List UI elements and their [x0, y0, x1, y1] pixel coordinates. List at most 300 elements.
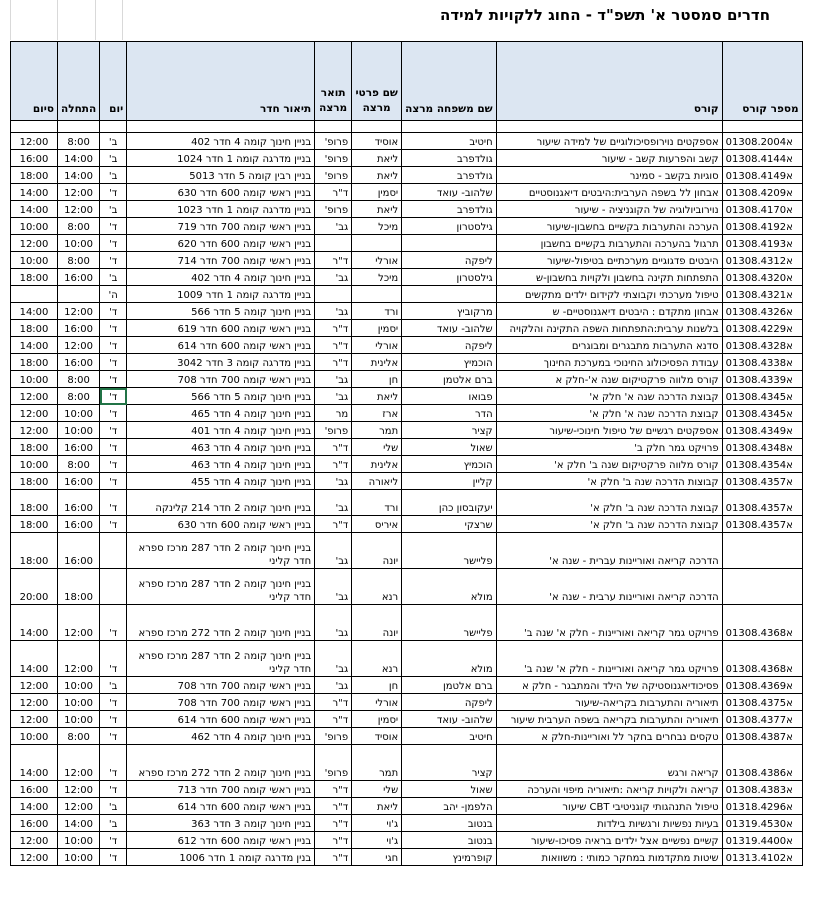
lecturer-first-name-cell[interactable]: ליאת: [352, 798, 402, 815]
end-time-cell[interactable]: 12:00: [11, 388, 58, 405]
day-cell[interactable]: ד': [100, 745, 127, 781]
lecturer-degree-cell[interactable]: [315, 286, 352, 303]
lecturer-last-name-cell[interactable]: גולדפרב: [402, 201, 496, 218]
start-time-cell[interactable]: [58, 286, 100, 303]
lecturer-first-name-cell[interactable]: רנא: [352, 569, 402, 605]
room-cell[interactable]: בניין ראשי קומה 700 חדר 708: [127, 371, 315, 388]
end-time-cell[interactable]: 14:00: [11, 201, 58, 218]
lecturer-last-name-cell[interactable]: גילסטרון: [402, 269, 496, 286]
start-time-cell[interactable]: 12:00: [58, 201, 100, 218]
day-cell[interactable]: ד': [100, 490, 127, 516]
day-cell[interactable]: ב': [100, 815, 127, 832]
start-time-cell[interactable]: 14:00: [58, 167, 100, 184]
lecturer-first-name-cell[interactable]: חן: [352, 677, 402, 694]
course-name-cell[interactable]: בלשנות ערבית:התפתחות השפה התקינה והלקויה: [496, 320, 722, 337]
lecturer-last-name-cell[interactable]: בנטוב: [402, 832, 496, 849]
lecturer-last-name-cell[interactable]: ברם אלטמן: [402, 677, 496, 694]
header-last-name[interactable]: שם משפחה מרצה: [402, 42, 496, 121]
start-time-cell[interactable]: 10:00: [58, 422, 100, 439]
lecturer-last-name-cell[interactable]: קופרמינץ: [402, 849, 496, 866]
course-name-cell[interactable]: קריאה ולקויות קריאה :תיאוריה מיפוי והערכה: [496, 781, 722, 798]
cell[interactable]: [722, 121, 802, 133]
lecturer-degree-cell[interactable]: ד"ר: [315, 516, 352, 533]
room-cell[interactable]: בניין ראשי קומה 600 חדר 620: [127, 235, 315, 252]
room-cell[interactable]: בניין חינוך קומה 3 חדר 363: [127, 815, 315, 832]
course-number-cell[interactable]: 01א308.4357: [722, 516, 802, 533]
day-cell[interactable]: ב': [100, 269, 127, 286]
cell[interactable]: [127, 121, 315, 133]
day-cell[interactable]: ד': [100, 371, 127, 388]
course-name-cell[interactable]: קריאה ורגש: [496, 745, 722, 781]
end-time-cell[interactable]: 18:00: [11, 320, 58, 337]
day-cell[interactable]: ד': [100, 694, 127, 711]
start-time-cell[interactable]: 16:00: [58, 490, 100, 516]
end-time-cell[interactable]: 18:00: [11, 516, 58, 533]
room-cell[interactable]: בניין חינוך קומה 4 חדר 455: [127, 473, 315, 490]
end-time-cell[interactable]: 16:00: [11, 781, 58, 798]
lecturer-first-name-cell[interactable]: יונה: [352, 605, 402, 641]
header-start[interactable]: התחלה: [58, 42, 100, 121]
lecturer-degree-cell[interactable]: ד"ר: [315, 354, 352, 371]
end-time-cell[interactable]: 18:00: [11, 354, 58, 371]
lecturer-degree-cell[interactable]: גב': [315, 371, 352, 388]
start-time-cell[interactable]: 16:00: [58, 354, 100, 371]
end-time-cell[interactable]: 16:00: [11, 150, 58, 167]
room-cell[interactable]: בניין מדרגה קומה 1 חדר 1009: [127, 286, 315, 303]
lecturer-first-name-cell[interactable]: איריס: [352, 516, 402, 533]
lecturer-degree-cell[interactable]: פרופ': [315, 422, 352, 439]
course-number-cell[interactable]: 01א308.4345: [722, 388, 802, 405]
end-time-cell[interactable]: 12:00: [11, 832, 58, 849]
start-time-cell[interactable]: 12:00: [58, 798, 100, 815]
course-number-cell[interactable]: 01א308.4357: [722, 490, 802, 516]
end-time-cell[interactable]: 18:00: [11, 439, 58, 456]
course-number-cell[interactable]: 01א308.4149: [722, 167, 802, 184]
day-cell[interactable]: ב': [100, 167, 127, 184]
end-time-cell[interactable]: 10:00: [11, 218, 58, 235]
lecturer-degree-cell[interactable]: ד"ר: [315, 694, 352, 711]
end-time-cell[interactable]: 12:00: [11, 235, 58, 252]
room-cell[interactable]: בניין ראשי קומה 600 חדר 614: [127, 798, 315, 815]
start-time-cell[interactable]: 18:00: [58, 569, 100, 605]
course-number-cell[interactable]: 01א308.4345: [722, 405, 802, 422]
end-time-cell[interactable]: 14:00: [11, 798, 58, 815]
lecturer-first-name-cell[interactable]: אוסיד: [352, 728, 402, 745]
lecturer-degree-cell[interactable]: גב': [315, 303, 352, 320]
course-name-cell[interactable]: קבוצת הדרכה שנה א' חלק א': [496, 405, 722, 422]
cell[interactable]: [315, 121, 352, 133]
room-cell[interactable]: בניין ראשי קומה 700 חדר 719: [127, 218, 315, 235]
lecturer-degree-cell[interactable]: פרופ': [315, 745, 352, 781]
day-cell[interactable]: ב': [100, 201, 127, 218]
cell[interactable]: [402, 121, 496, 133]
course-number-cell[interactable]: 01א313.4102: [722, 849, 802, 866]
start-time-cell[interactable]: 12:00: [58, 745, 100, 781]
lecturer-degree-cell[interactable]: ד"ר: [315, 781, 352, 798]
day-cell[interactable]: ד': [100, 849, 127, 866]
lecturer-last-name-cell[interactable]: [402, 286, 496, 303]
start-time-cell[interactable]: 8:00: [58, 371, 100, 388]
lecturer-degree-cell[interactable]: פרופ': [315, 728, 352, 745]
lecturer-first-name-cell[interactable]: ליאורה: [352, 473, 402, 490]
lecturer-last-name-cell[interactable]: פליישר: [402, 533, 496, 569]
course-name-cell[interactable]: קבוצת הדרכה שנה ב' חלק א': [496, 516, 722, 533]
day-cell[interactable]: ד': [100, 388, 127, 405]
start-time-cell[interactable]: 14:00: [58, 150, 100, 167]
lecturer-first-name-cell[interactable]: ורד: [352, 303, 402, 320]
lecturer-last-name-cell[interactable]: ליפקה: [402, 337, 496, 354]
lecturer-last-name-cell[interactable]: מולא: [402, 641, 496, 677]
start-time-cell[interactable]: 14:00: [58, 815, 100, 832]
lecturer-last-name-cell[interactable]: ברם אלטמן: [402, 371, 496, 388]
lecturer-last-name-cell[interactable]: קציר: [402, 745, 496, 781]
lecturer-last-name-cell[interactable]: גילסטרון: [402, 218, 496, 235]
day-cell[interactable]: ה': [100, 286, 127, 303]
day-cell[interactable]: ד': [100, 320, 127, 337]
lecturer-first-name-cell[interactable]: חגי: [352, 849, 402, 866]
lecturer-first-name-cell[interactable]: ליאת: [352, 388, 402, 405]
course-number-cell[interactable]: 01א308.4144: [722, 150, 802, 167]
course-number-cell[interactable]: 01א308.4375: [722, 694, 802, 711]
start-time-cell[interactable]: 12:00: [58, 303, 100, 320]
lecturer-last-name-cell[interactable]: מרקוביץ: [402, 303, 496, 320]
course-number-cell[interactable]: 01א308.4383: [722, 781, 802, 798]
lecturer-first-name-cell[interactable]: ג'וי: [352, 815, 402, 832]
lecturer-last-name-cell[interactable]: ליפקה: [402, 694, 496, 711]
header-course[interactable]: קורס: [496, 42, 722, 121]
course-name-cell[interactable]: טקסים נבחרים בחקר לל ואוריינות-חלק א: [496, 728, 722, 745]
lecturer-first-name-cell[interactable]: אוסיד: [352, 133, 402, 150]
lecturer-first-name-cell[interactable]: שלי: [352, 439, 402, 456]
course-name-cell[interactable]: קשיים נפשיים אצל ילדים בראיה פסיכו-שיעור: [496, 832, 722, 849]
end-time-cell[interactable]: 18:00: [11, 473, 58, 490]
course-name-cell[interactable]: אספקטים רגשיים של טיפול חינוכי-שיעור: [496, 422, 722, 439]
day-cell[interactable]: ד': [100, 781, 127, 798]
lecturer-degree-cell[interactable]: ד"ר: [315, 337, 352, 354]
start-time-cell[interactable]: 10:00: [58, 405, 100, 422]
course-number-cell[interactable]: 01א308.4209: [722, 184, 802, 201]
lecturer-first-name-cell[interactable]: אורלי: [352, 694, 402, 711]
lecturer-first-name-cell[interactable]: אורלי: [352, 252, 402, 269]
room-cell[interactable]: בניין חינוך קומה 2 חדר 287 מרכז ספרא חדר קליני: [127, 533, 315, 569]
lecturer-last-name-cell[interactable]: שרצקי: [402, 516, 496, 533]
end-time-cell[interactable]: 12:00: [11, 133, 58, 150]
lecturer-degree-cell[interactable]: גב': [315, 641, 352, 677]
start-time-cell[interactable]: 12:00: [58, 781, 100, 798]
end-time-cell[interactable]: 12:00: [11, 677, 58, 694]
day-cell[interactable]: ד': [100, 832, 127, 849]
course-name-cell[interactable]: שיטות מתקדמות במחקר כמותי : משוואות: [496, 849, 722, 866]
lecturer-degree-cell[interactable]: פרופ': [315, 150, 352, 167]
end-time-cell[interactable]: [11, 286, 58, 303]
day-cell[interactable]: ד': [100, 303, 127, 320]
start-time-cell[interactable]: 10:00: [58, 849, 100, 866]
lecturer-degree-cell[interactable]: ד"ר: [315, 711, 352, 728]
course-name-cell[interactable]: קורס מלווה פרקטיקום שנה א'-חלק א: [496, 371, 722, 388]
start-time-cell[interactable]: 16:00: [58, 439, 100, 456]
lecturer-degree-cell[interactable]: ד"ר: [315, 849, 352, 866]
course-number-cell[interactable]: 01א308.4387: [722, 728, 802, 745]
header-course-num[interactable]: מספר קורס: [722, 42, 802, 121]
course-name-cell[interactable]: היבטים פדגוגיים מערכתיים בטיפול-שיעור: [496, 252, 722, 269]
course-number-cell[interactable]: 01א308.4193: [722, 235, 802, 252]
day-cell[interactable]: ד': [100, 516, 127, 533]
end-time-cell[interactable]: 18:00: [11, 490, 58, 516]
lecturer-first-name-cell[interactable]: ליאת: [352, 167, 402, 184]
end-time-cell[interactable]: 10:00: [11, 371, 58, 388]
course-number-cell[interactable]: 01א308.4320: [722, 269, 802, 286]
lecturer-last-name-cell[interactable]: חיטיב: [402, 133, 496, 150]
lecturer-first-name-cell[interactable]: מיכל: [352, 218, 402, 235]
course-name-cell[interactable]: הדרכה קריאה ואוריינות עברית - שנה א': [496, 533, 722, 569]
lecturer-last-name-cell[interactable]: פבואו: [402, 388, 496, 405]
course-name-cell[interactable]: קורס מלווה פרקטיקום שנה ב' חלק א': [496, 456, 722, 473]
course-name-cell[interactable]: פסיכודיאגנוסטיקה של הילד והמתבגר - חלק א: [496, 677, 722, 694]
start-time-cell[interactable]: 10:00: [58, 711, 100, 728]
lecturer-last-name-cell[interactable]: הוכמיץ: [402, 354, 496, 371]
lecturer-last-name-cell[interactable]: שלהוב- עואד: [402, 184, 496, 201]
course-name-cell[interactable]: אבחון מתקדם : היבטים דיאגנוסטיים- ש: [496, 303, 722, 320]
room-cell[interactable]: בניין ראשי קומה 700 חדר 714: [127, 252, 315, 269]
course-number-cell[interactable]: 01א308.4386: [722, 745, 802, 781]
course-number-cell[interactable]: 01א308.4170: [722, 201, 802, 218]
course-name-cell[interactable]: סוגיות בקשב - סמינר: [496, 167, 722, 184]
lecturer-first-name-cell[interactable]: ליאת: [352, 201, 402, 218]
day-cell[interactable]: ד': [100, 337, 127, 354]
course-number-cell[interactable]: 01א308.4368: [722, 641, 802, 677]
course-number-cell[interactable]: 01א308.4349: [722, 422, 802, 439]
end-time-cell[interactable]: 10:00: [11, 728, 58, 745]
lecturer-first-name-cell[interactable]: ארז: [352, 405, 402, 422]
course-name-cell[interactable]: תיאוריה והתערבות בקריאה בשפה הערבית שיעור: [496, 711, 722, 728]
header-end[interactable]: סיום: [11, 42, 58, 121]
lecturer-first-name-cell[interactable]: חן: [352, 371, 402, 388]
day-cell[interactable]: ב': [100, 133, 127, 150]
room-cell[interactable]: בניין חינוך קומה 2 חדר 214 קלינקה: [127, 490, 315, 516]
room-cell[interactable]: בניין ראשי קומה 600 חדר 630: [127, 516, 315, 533]
start-time-cell[interactable]: 8:00: [58, 728, 100, 745]
start-time-cell[interactable]: 16:00: [58, 533, 100, 569]
course-name-cell[interactable]: התפתחות תקינה בחשבון ולקויות בחשבון-ש: [496, 269, 722, 286]
start-time-cell[interactable]: 12:00: [58, 641, 100, 677]
course-name-cell[interactable]: תיאוריה והתערבות בקריאה-שיעור: [496, 694, 722, 711]
day-cell[interactable]: ד': [100, 605, 127, 641]
start-time-cell[interactable]: 12:00: [58, 605, 100, 641]
lecturer-degree-cell[interactable]: גב': [315, 677, 352, 694]
day-cell[interactable]: ד': [100, 456, 127, 473]
end-time-cell[interactable]: 14:00: [11, 745, 58, 781]
course-number-cell[interactable]: 01א308.4229: [722, 320, 802, 337]
room-cell[interactable]: בניין חינוך קומה 4 חדר 463: [127, 456, 315, 473]
course-name-cell[interactable]: קשב והפרעות קשב - שיעור: [496, 150, 722, 167]
lecturer-degree-cell[interactable]: מר: [315, 405, 352, 422]
lecturer-last-name-cell[interactable]: ליפקה: [402, 252, 496, 269]
lecturer-first-name-cell[interactable]: אורלי: [352, 337, 402, 354]
room-cell[interactable]: בניין חינוך קומה 4 חדר 462: [127, 728, 315, 745]
end-time-cell[interactable]: 12:00: [11, 422, 58, 439]
end-time-cell[interactable]: 12:00: [11, 711, 58, 728]
lecturer-last-name-cell[interactable]: [402, 235, 496, 252]
course-name-cell[interactable]: פרויקט גמר קריאה ואוריינות - חלק א' שנה ב': [496, 641, 722, 677]
start-time-cell[interactable]: 16:00: [58, 320, 100, 337]
lecturer-first-name-cell[interactable]: מיכל: [352, 269, 402, 286]
lecturer-first-name-cell[interactable]: אלינית: [352, 354, 402, 371]
course-number-cell[interactable]: 01א308.4192: [722, 218, 802, 235]
day-cell[interactable]: ד': [100, 252, 127, 269]
lecturer-last-name-cell[interactable]: יעקובסון כהן: [402, 490, 496, 516]
room-cell[interactable]: בניין חינוך קומה 2 חדר 272 מרכז ספרא: [127, 745, 315, 781]
end-time-cell[interactable]: 18:00: [11, 533, 58, 569]
day-cell[interactable]: ד': [100, 184, 127, 201]
lecturer-degree-cell[interactable]: ד"ר: [315, 815, 352, 832]
room-cell[interactable]: בניין חינוך קומה 5 חדר 566: [127, 388, 315, 405]
start-time-cell[interactable]: 12:00: [58, 184, 100, 201]
header-room[interactable]: תיאור חדר: [127, 42, 315, 121]
course-number-cell[interactable]: 01א308.4312: [722, 252, 802, 269]
room-cell[interactable]: בניין רבין קומה 5 חדר 5013: [127, 167, 315, 184]
course-name-cell[interactable]: פרויקט גמר קריאה ואוריינות - חלק א' שנה ב': [496, 605, 722, 641]
lecturer-degree-cell[interactable]: גב': [315, 533, 352, 569]
lecturer-degree-cell[interactable]: גב': [315, 490, 352, 516]
course-number-cell[interactable]: 01א308.4339: [722, 371, 802, 388]
lecturer-last-name-cell[interactable]: הדר: [402, 405, 496, 422]
lecturer-first-name-cell[interactable]: רנא: [352, 641, 402, 677]
room-cell[interactable]: בניין חינוך קומה 4 חדר 465: [127, 405, 315, 422]
course-name-cell[interactable]: פרויקט גמר חלק ב': [496, 439, 722, 456]
start-time-cell[interactable]: 12:00: [58, 337, 100, 354]
room-cell[interactable]: בניין ראשי קומה 600 חדר 612: [127, 832, 315, 849]
start-time-cell[interactable]: 16:00: [58, 473, 100, 490]
lecturer-first-name-cell[interactable]: ורד: [352, 490, 402, 516]
lecturer-degree-cell[interactable]: ד"ר: [315, 252, 352, 269]
end-time-cell[interactable]: 14:00: [11, 605, 58, 641]
lecturer-degree-cell[interactable]: [315, 235, 352, 252]
room-cell[interactable]: בניין ראשי קומה 600 חדר 614: [127, 711, 315, 728]
course-name-cell[interactable]: הדרכה קריאה ואוריינות ערבית - שנה א': [496, 569, 722, 605]
lecturer-degree-cell[interactable]: פרופ': [315, 133, 352, 150]
room-cell[interactable]: בניין חינוך קומה 5 חדר 566: [127, 303, 315, 320]
end-time-cell[interactable]: 10:00: [11, 456, 58, 473]
room-cell[interactable]: בניין חינוך קומה 4 חדר 402: [127, 269, 315, 286]
course-name-cell[interactable]: אבחון לל בשפה הערבית:היבטים דיאגנוסטיים: [496, 184, 722, 201]
room-cell[interactable]: בניין מדרגה קומה 3 חדר 3042: [127, 354, 315, 371]
cell[interactable]: [11, 121, 58, 133]
lecturer-degree-cell[interactable]: פרופ': [315, 201, 352, 218]
lecturer-degree-cell[interactable]: גב': [315, 388, 352, 405]
day-cell[interactable]: ב': [100, 798, 127, 815]
lecturer-first-name-cell[interactable]: [352, 286, 402, 303]
lecturer-last-name-cell[interactable]: קליין: [402, 473, 496, 490]
day-cell[interactable]: ד': [100, 473, 127, 490]
day-cell[interactable]: ד': [100, 422, 127, 439]
end-time-cell[interactable]: 14:00: [11, 641, 58, 677]
course-number-cell[interactable]: 01א319.4530: [722, 815, 802, 832]
end-time-cell[interactable]: 14:00: [11, 303, 58, 320]
course-number-cell[interactable]: 01א319.4400: [722, 832, 802, 849]
lecturer-degree-cell[interactable]: גב': [315, 218, 352, 235]
start-time-cell[interactable]: 10:00: [58, 694, 100, 711]
lecturer-last-name-cell[interactable]: גולדפרב: [402, 167, 496, 184]
start-time-cell[interactable]: 10:00: [58, 677, 100, 694]
end-time-cell[interactable]: 14:00: [11, 337, 58, 354]
lecturer-last-name-cell[interactable]: שאול: [402, 439, 496, 456]
course-number-cell[interactable]: 01א308.4328: [722, 337, 802, 354]
room-cell[interactable]: בניין מדרגה קומה 1 חדר 1024: [127, 150, 315, 167]
lecturer-first-name-cell[interactable]: אלינית: [352, 456, 402, 473]
course-name-cell[interactable]: טיפול מערכתי וקבוצתי לקידום ילדים מתקשים: [496, 286, 722, 303]
course-number-cell[interactable]: 01א308.4338: [722, 354, 802, 371]
course-name-cell[interactable]: קבוצת הדרכה שנה א' חלק א': [496, 388, 722, 405]
cell[interactable]: [496, 121, 722, 133]
room-cell[interactable]: בניין ראשי קומה 700 חדר 713: [127, 781, 315, 798]
start-time-cell[interactable]: 8:00: [58, 218, 100, 235]
room-cell[interactable]: בניין ראשי קומה 700 חדר 708: [127, 677, 315, 694]
lecturer-degree-cell[interactable]: גב': [315, 605, 352, 641]
course-number-cell[interactable]: 01א308.4377: [722, 711, 802, 728]
lecturer-first-name-cell[interactable]: שלי: [352, 781, 402, 798]
course-number-cell[interactable]: 01א308.4357: [722, 473, 802, 490]
end-time-cell[interactable]: 20:00: [11, 569, 58, 605]
course-number-cell[interactable]: [722, 533, 802, 569]
room-cell[interactable]: בניין ראשי קומה 600 חדר 619: [127, 320, 315, 337]
lecturer-degree-cell[interactable]: ד"ר: [315, 439, 352, 456]
course-number-cell[interactable]: 01א318.4296: [722, 798, 802, 815]
start-time-cell[interactable]: 8:00: [58, 252, 100, 269]
course-name-cell[interactable]: קבוצת הדרכה שנה ב' חלק א': [496, 490, 722, 516]
day-cell[interactable]: ד': [100, 405, 127, 422]
day-cell[interactable]: ד': [100, 235, 127, 252]
room-cell[interactable]: בניין ראשי קומה 700 חדר 708: [127, 694, 315, 711]
lecturer-last-name-cell[interactable]: שלהוב- עואד: [402, 320, 496, 337]
lecturer-first-name-cell[interactable]: ליאת: [352, 150, 402, 167]
lecturer-last-name-cell[interactable]: חיטיב: [402, 728, 496, 745]
lecturer-first-name-cell[interactable]: תמר: [352, 422, 402, 439]
lecturer-first-name-cell[interactable]: תמר: [352, 745, 402, 781]
lecturer-last-name-cell[interactable]: קציר: [402, 422, 496, 439]
room-cell[interactable]: בניין חינוך קומה 2 חדר 272 מרכז ספרא: [127, 605, 315, 641]
course-name-cell[interactable]: נוירוביולוגיה של הקוגניציה - שיעור: [496, 201, 722, 218]
cell[interactable]: [58, 121, 100, 133]
start-time-cell[interactable]: 8:00: [58, 133, 100, 150]
course-name-cell[interactable]: טיפול התנהגותי קוגניטיבי CBT שיעור: [496, 798, 722, 815]
lecturer-first-name-cell[interactable]: יסמין: [352, 320, 402, 337]
lecturer-degree-cell[interactable]: גב': [315, 473, 352, 490]
day-cell[interactable]: ד': [100, 728, 127, 745]
lecturer-degree-cell[interactable]: ד"ר: [315, 832, 352, 849]
room-cell[interactable]: בנין מדרגה קומה 1 חדר 1006: [127, 849, 315, 866]
end-time-cell[interactable]: 16:00: [11, 815, 58, 832]
start-time-cell[interactable]: 10:00: [58, 832, 100, 849]
day-cell[interactable]: [100, 533, 127, 569]
day-cell[interactable]: [100, 569, 127, 605]
lecturer-last-name-cell[interactable]: שאול: [402, 781, 496, 798]
lecturer-last-name-cell[interactable]: שלהוב- עואד: [402, 711, 496, 728]
lecturer-first-name-cell[interactable]: יסמין: [352, 711, 402, 728]
lecturer-last-name-cell[interactable]: פליישר: [402, 605, 496, 641]
end-time-cell[interactable]: 18:00: [11, 269, 58, 286]
course-number-cell[interactable]: 01א308.4326: [722, 303, 802, 320]
room-cell[interactable]: בניין מדרגה קומה 1 חדר 1023: [127, 201, 315, 218]
lecturer-first-name-cell[interactable]: ג'וי: [352, 832, 402, 849]
day-cell[interactable]: ד': [100, 354, 127, 371]
lecturer-first-name-cell[interactable]: [352, 235, 402, 252]
course-number-cell[interactable]: 01א308.4368: [722, 605, 802, 641]
day-cell[interactable]: ד': [100, 439, 127, 456]
day-cell[interactable]: ד': [100, 711, 127, 728]
lecturer-last-name-cell[interactable]: הוכמיץ: [402, 456, 496, 473]
day-cell[interactable]: ב': [100, 677, 127, 694]
end-time-cell[interactable]: 12:00: [11, 405, 58, 422]
